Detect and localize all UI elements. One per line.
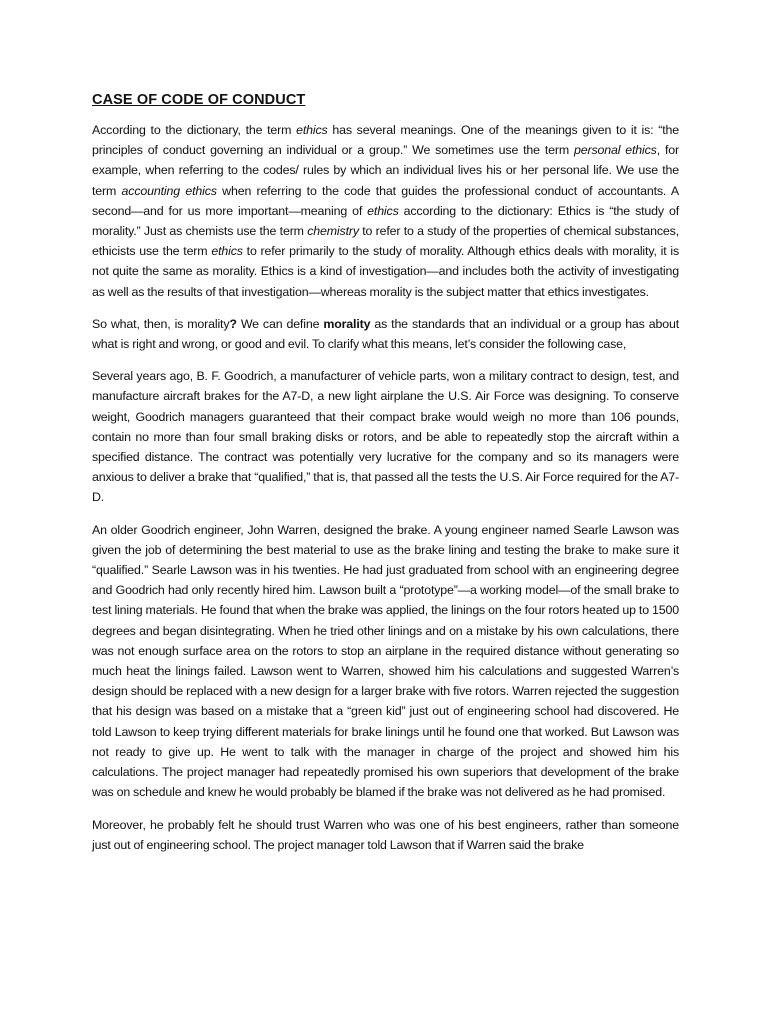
- text-run: according to the dictionary: Ethics is “the study of morality.” Just as chemists use the term: [92, 203, 679, 239]
- paragraph-list: [92, 120, 679, 855]
- text-run: An older Goodrich engineer, John Warren, designed the brake. A young engineer named Searle Lawson was given the job of determining the best material to use as the brake lining and testing the brake to make sure it “qualified.” Searle Lawson was in his twenties. He had just graduated from school with an engineering degree and Goodrich had only recently hired him. Lawson built a “prototype”—a working model—of the small brake to test lining materials. He found that when the brake was applied, the linings on the four rotors heated up to 1500 degrees and began disintegrating. When he tried other linings and on a mistake by his own calculations, there was not enough surface area on the rotors to stop an airplane in the required distance without generating so much heat the linings failed. Lawson went to Warren, showed him his calculations and suggested Warren’s design should be replaced with a new design for a larger brake with five rotors. Warren rejected the suggestion that his design was based on a mistake that a “green kid” just out of engineering school had discovered. He told Lawson to keep trying different materials for brake linings until he found one that worked. But Lawson was not ready to give up. He went to talk with the manager in charge of the project and showed him his calculations. The project manager had repeatedly promised his own superiors that development of the brake was on schedule and knew he would probably be blamed if the brake was not delivered as he had promised.: [92, 522, 679, 800]
- text-run: Several years ago, B. F. Goodrich, a manufacturer of vehicle parts, won a military contract to design, test, and manufacture aircraft brakes for the A7-D, a new light airplane the U.S. Air Force was designing. To conserve weight, Goodrich managers guaranteed that their compact brake would weigh no more than 106 pounds, contain no more than four small braking disks or rotors, and be able to repeatedly stop the aircraft within a specified distance. The contract was potentially very lucrative for the company and so its managers were anxious to deliver a brake that “qualified,” that is, that passed all the tests the U.S. Air Force required for the A7-D.: [92, 369, 679, 505]
- document-page: [92, 92, 679, 867]
- paragraph: [92, 366, 679, 507]
- text-run: when referring to the code that guides the professional conduct of accountants. A second—and for us more important—meaning of: [92, 183, 679, 218]
- italic-term: chemistry: [307, 224, 359, 239]
- paragraph: [92, 520, 679, 803]
- italic-term: ethics: [211, 244, 243, 259]
- bold-term: ?: [229, 316, 237, 331]
- text-run: Moreover, he probably felt he should trust Warren who was one of his best engineers, rather than someone just out of engineering school. The project manager told Lawson that if Warren said the brake: [92, 817, 679, 852]
- text-run: So what, then, is morality: [92, 316, 230, 331]
- document-title: CASE OF CODE OF CONDUCT: [92, 92, 306, 108]
- text-run: has several meanings. One of the meanings given to it is: “the principles of conduct governing an individual or a group.” We sometimes use the term: [92, 123, 679, 158]
- paragraph: [92, 815, 679, 855]
- text-run: , for example, when referring to the codes/ rules by which an individual lives his or her personal life. We use the term: [92, 143, 679, 198]
- paragraph: [92, 120, 679, 302]
- italic-term: accounting ethics: [121, 183, 217, 198]
- bold-term: morality: [323, 316, 371, 331]
- italic-term: personal ethics: [573, 143, 657, 158]
- text-run: as the standards that an individual or a group has about what is right and wrong, or good and evil. To clarify what this means, let’s consider the following case,: [92, 316, 679, 352]
- text-run: to refer to a study of the properties of chemical substances, ethicists use the term: [92, 224, 679, 259]
- text-run: According to the dictionary, the term: [92, 123, 297, 137]
- text-run: to refer primarily to the study of morality. Although ethics deals with morality, it is not quite the same as morality. Ethics is a kind of investigation—and includes both the activity of investigating as well as the results of that investigation—whereas morality is the subject matter that ethics investigates.: [92, 244, 679, 299]
- italic-term: ethics: [296, 123, 328, 137]
- paragraph: [92, 314, 679, 354]
- text-run: We can define: [236, 316, 324, 331]
- italic-term: ethics: [367, 203, 399, 218]
